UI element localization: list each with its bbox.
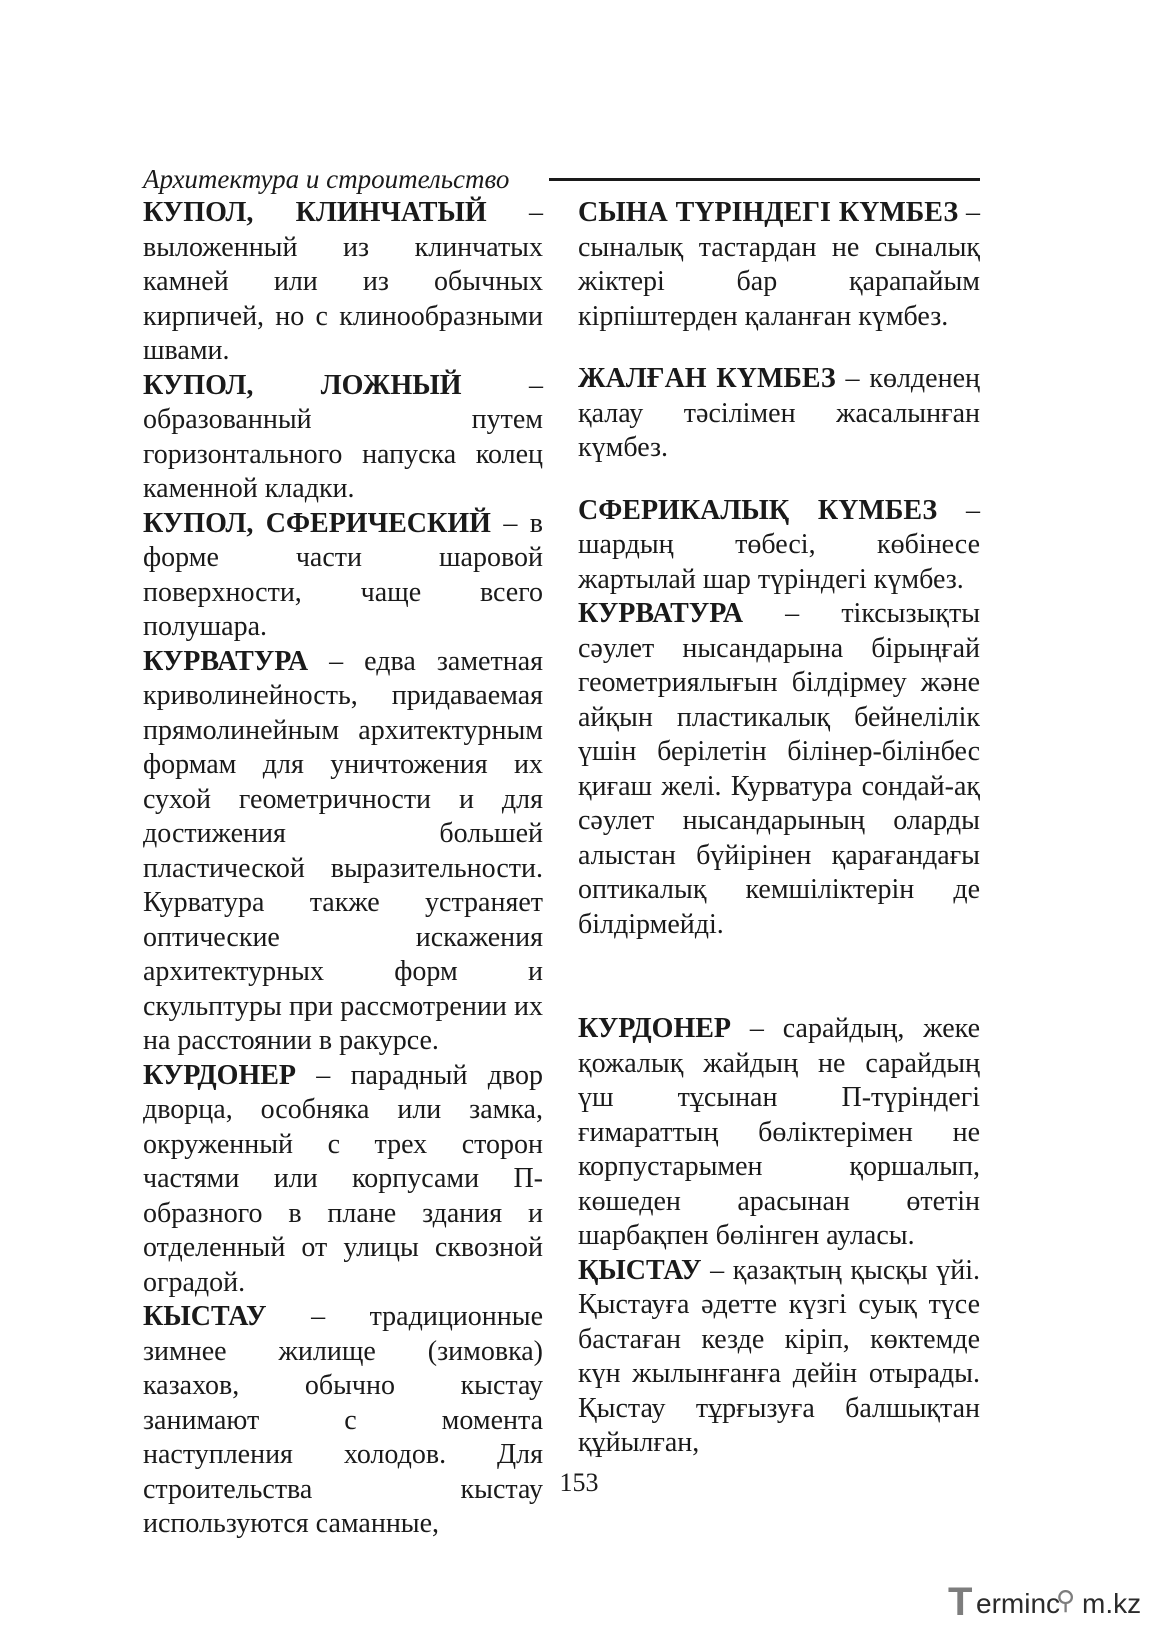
header-rule	[549, 178, 980, 181]
entry-kurdoner-kz	[578, 1012, 980, 1254]
entry-definition: – қазақтың қысқы үйі. Қыстауға әдетте күзгі суық түсе бастаған кезде кіріп, көктемде күн жылынғанға дейін отырады. Қыстау тұрғызуға балшықтан құйылған,	[578, 1254, 980, 1458]
entry-zhalgan-kumbez	[578, 362, 980, 466]
entry-definition: – едва заметная криволинейность, придаваемая прямолинейным архитектурным формам для уничтожения их сухой геометричности и для достижения большей пластической выразительности. Курватура также устраняет оптические искажения архитектурных форм и скульптуры при рассмотрении их на расстоянии в ракурсе.	[143, 645, 543, 1056]
entry-definition: – көлденең қалау тәсілімен жасалынған күмбез.	[578, 363, 981, 463]
entry-kurvatura	[143, 645, 543, 1059]
entry-term: КУРВАТУРА	[578, 598, 744, 629]
entry-definition: – образованный путем горизонтального напуска колец каменной кладки.	[143, 369, 543, 504]
entry-term: СФЕРИКАЛЫҚ КҮМБЕЗ	[578, 494, 938, 526]
watermark-domain: m.kz	[1082, 1588, 1142, 1619]
entry-syna-turindegi-kumbez	[578, 196, 980, 334]
header-title: Архитектура и строительство	[143, 164, 510, 194]
entry-term: КЫСТАУ	[143, 1301, 267, 1332]
entry-sferikalyk-kumbez	[578, 494, 980, 598]
entry-kupol-sfericheskiy	[143, 507, 543, 645]
entry-definition: – шардың төбесі, көбінесе жартылай шар түріндегі күмбез.	[578, 494, 980, 595]
watermark-initial: T	[948, 1580, 973, 1624]
entry-kurdoner	[143, 1059, 543, 1301]
entry-definition: – в форме части шаровой поверхности, чаще всего полушара.	[143, 507, 543, 642]
entry-definition: – выложенный из клинчатых камней или из обычных кирпичей, но с клинообразными швами.	[143, 197, 543, 366]
entry-term: КУРДОНЕР	[143, 1059, 297, 1091]
entry-definition: – традиционные зимнее жилище (зимовка) казахов, обычно кыстау занимают с момента наступления холодов. Для строительства кыстау используются саманные,	[143, 1301, 543, 1539]
entry-kystau-kz	[578, 1254, 980, 1461]
entry-kystau	[143, 1300, 543, 1542]
left-column	[143, 196, 543, 1542]
entry-definition: – сыналық тастардан не сыналық жіктері бар қарапайым кірпіштерден қаланған күмбез.	[578, 197, 980, 332]
magnifier-icon: ⚲	[1056, 1586, 1076, 1616]
entry-term: КУРВАТУРА	[143, 645, 309, 677]
entry-definition: – сарайдың, жеке қожалық жайдың не сарайдың үш тұсынан П-түріндегі ғимараттың бөліктерімен не корпустарымен қоршалып, көшеден арасынан өтетін шарбақпен бөлінген ауласы.	[578, 1013, 980, 1251]
watermark-text: erminc	[976, 1588, 1061, 1619]
right-column	[578, 196, 980, 1461]
entry-definition: – парадный двор дворца, особняка или замка, окруженный с трех сторон частями или корпусами П-образного в плане здания и отделенный от улицы сквозной оградой.	[143, 1059, 543, 1298]
entry-term: ЖАЛҒАН КҮМБЕЗ	[578, 363, 836, 394]
site-watermark	[948, 1580, 1148, 1624]
entry-kurvatura-kz	[578, 597, 980, 942]
entry-kupol-klinchaty	[143, 196, 543, 369]
entry-term: СЫНА ТҮРІНДЕГІ КҮМБЕЗ	[578, 197, 959, 228]
entry-term: КУПОЛ, СФЕРИЧЕСКИЙ	[143, 507, 491, 539]
entry-definition: – тіксызықты сәулет нысандарына бірыңғай геометриялығын білдірмеу және айқын пластикалық бейнелілік үшін берілетін білінер-білінбес қиғаш желі. Курватура сондай-ақ сәулет нысандарының оларды алыстан бүйірінен қарағандағы оптикалық кемшіліктерін де білдірмейді.	[578, 598, 980, 940]
entry-term: КУПОЛ, КЛИНЧАТЫЙ	[143, 197, 487, 228]
entry-term: КУРДОНЕР	[578, 1013, 732, 1044]
entry-term: ҚЫСТАУ	[578, 1254, 702, 1286]
entry-kupol-lozhny	[143, 369, 543, 507]
running-header	[143, 160, 980, 200]
entry-term: КУПОЛ, ЛОЖНЫЙ	[143, 369, 462, 401]
page-number: 153	[559, 1468, 599, 1497]
